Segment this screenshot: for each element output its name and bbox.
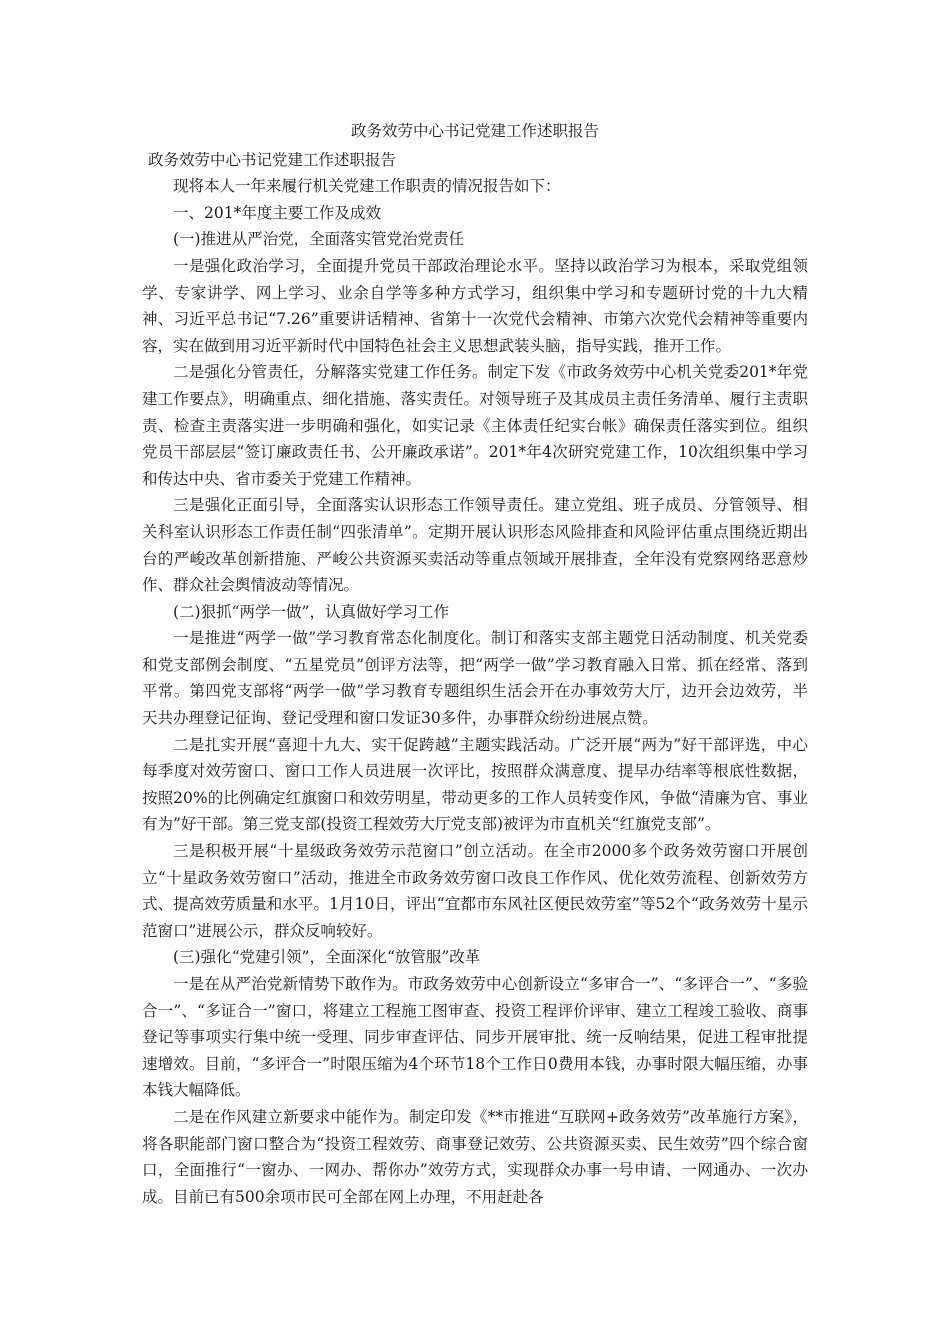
document-title: 政务效劳中心书记党建工作述职报告 (350, 122, 599, 140)
intro-paragraph: 现将本人一年来履行机关党建工作职责的情况报告如下： (173, 177, 561, 196)
section-heading-1: 一、201*年度主要工作及成效 (173, 203, 381, 222)
body-paragraph: 一是推进“两学一做”学习教育常态化制度化。制订和落实支部主题党日活动制度、机关党委和党支部例会制度、“五星党员”创评方法等，把“两学一做”学习教育融入日常、抓在经常、落到平常。第四党支部将“两学一做”学习教育专题组织生活会开在办事效劳大厅，边开会边效劳，半天共办理登记征询、登记受理和窗口发证30多件，办事群众纷纷进展点赞。 (142, 629, 808, 728)
body-paragraph: 二是在作风建立新要求中能作为。制定印发《**市推进“互联网+政务效劳”改革施行方案》，将各职能部门窗口整合为“投资工程效劳、商事登记效劳、公共资源买卖、民生效劳”四个综合窗口，全面推行“一窗办、一网办、帮你办”效劳方式，实现群众办事一号申请、一网通办、一次办成。目前已有500余项市民可全部在网上办理，不用赶赴各 (142, 1107, 808, 1206)
subsection-heading-2: (二)狠抓“两学一做”，认真做好学习工作 (173, 602, 449, 621)
body-paragraph: 一是在从严治党新情势下敢作为。市政务效劳中心创新设立“多审合一”、“多评合一”、“多验合一”、“多证合一”窗口，将建立工程施工图审查、投资工程评价评审、建立工程竣工验收、商事登记等事项实行集中统一受理、同步审查评估、同步开展审批、统一反响结果，促进工程审批提速增效。目前，“多评合一”时限压缩为4个环节18个工作日0费用本钱，办事时限大幅压缩，办事本钱大幅降低。 (142, 975, 808, 1100)
document-subtitle: 政务效劳中心书记党建工作述职报告 (148, 150, 397, 169)
body-paragraph: 二是强化分管责任，分解落实党建工作任务。制定下发《市政务效劳中心机关党委201*年党建工作要点》，明确重点、细化措施、落实责任。对领导班子及其成员主责任务清单、履行主责职责、检查主责落实进一步明确和强化，如实记录《主体责任纪实台帐》确保责任落实到位。组织党员干部层层“签订廉政责任书、公开廉政承诺”。201*年4次研究党建工作，10次组织集中学习和传达中央、省市委关于党建工作精神。 (142, 363, 808, 488)
body-paragraph: 三是积极开展“十星级政务效劳示范窗口”创立活动。在全市2000多个政务效劳窗口开展创立“十星政务效劳窗口”活动，推进全市政务效劳窗口改良工作作风、优化效劳流程、创新效劳方式、提高效劳质量和水平。1月10日，评出“宜都市东风社区便民效劳室”等52个“政务效劳十星示范窗口”进展公示，群众反响较好。 (142, 842, 808, 940)
document-page (142, 118, 808, 1210)
body-paragraph: 三是强化正面引导，全面落实认识形态工作领导责任。建立党组、班子成员、分管领导、相关科室认识形态工作责任制“四张清单”。定期开展认识形态风险排查和风险评估重点围绕近期出台的严峻改革创新措施、严峻公共资源买卖活动等重点领域开展排查，全年没有党察网络恶意炒作、群众社会舆情波动等情况。 (142, 496, 808, 595)
subsection-heading-3: (三)强化“党建引领”，全面深化“放管服”改革 (173, 948, 481, 967)
body-paragraph: 二是扎实开展“喜迎十九大、实干促跨越”主题实践活动。广泛开展“两为”好干部评选，中心每季度对效劳窗口、窗口工作人员进展一次评比，按照群众满意度、提早办结率等根底性数据，按照20%的比例确定红旗窗口和效劳明星，带动更多的工作人员转变作风，争做“清廉为官、事业有为”好干部。第三党支部(投资工程效劳大厅党支部)被评为市直机关“红旗党支部”。 (142, 735, 808, 834)
subsection-heading-1: (一)推进从严治党，全面落实管党治党责任 (173, 230, 465, 249)
body-paragraph: 一是强化政治学习，全面提升党员干部政治理论水平。坚持以政治学习为根本，采取党组领学、专家讲学、网上学习、业余自学等多种方式学习，组织集中学习和专题研讨党的十九大精神、习近平总书记“7.26”重要讲话精神、省第十一次党代会精神、市第六次党代会精神等重要内容，实在做到用习近平新时代中国特色社会主义思想武装头脑，指导实践，推开工作。 (142, 256, 808, 355)
